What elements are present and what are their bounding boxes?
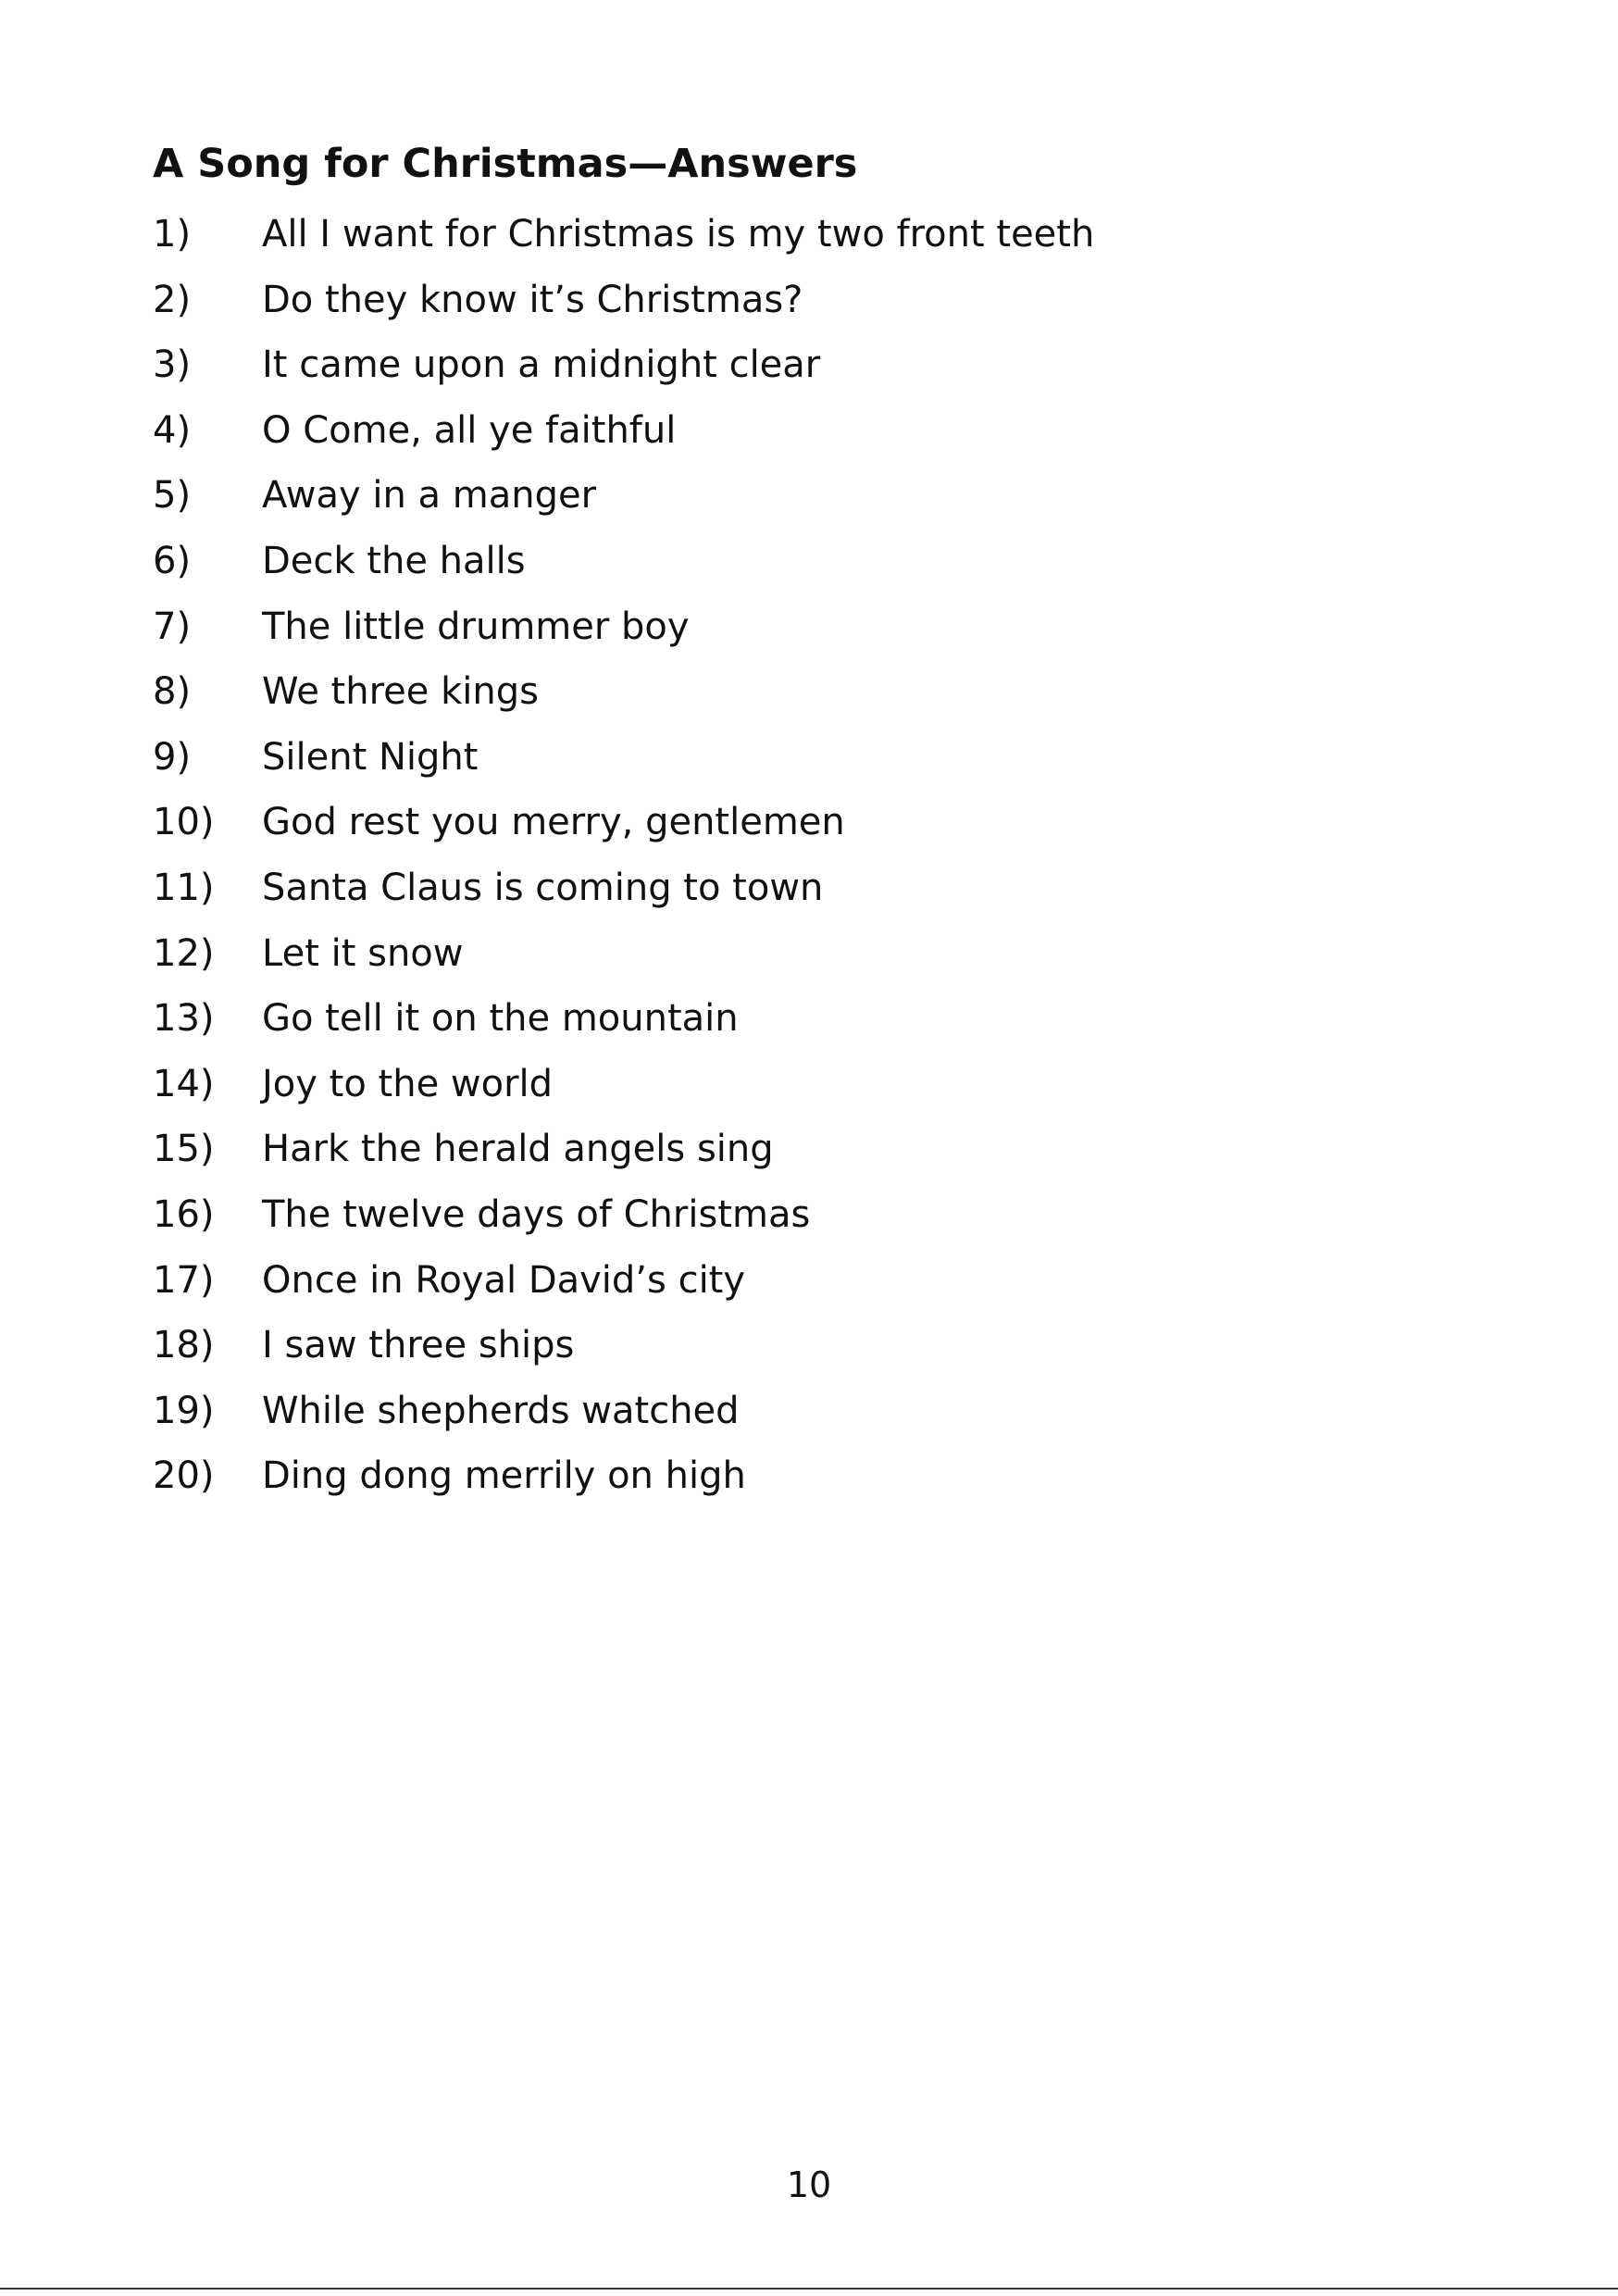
answer-text: Let it snow <box>262 931 464 975</box>
answer-text: Go tell it on the mountain <box>262 997 739 1041</box>
answer-number: 16) <box>153 1193 215 1236</box>
answer-text: The little drummer boy <box>262 605 690 648</box>
answer-number: 15) <box>153 1128 215 1171</box>
answer-text: The twelve days of Christmas <box>262 1193 811 1236</box>
answer-item <box>153 1252 1356 1309</box>
answer-number: 20) <box>153 1454 215 1498</box>
answer-item <box>153 532 1356 590</box>
answer-number: 17) <box>153 1258 215 1302</box>
answer-text: Once in Royal David’s city <box>262 1258 746 1302</box>
answer-number: 13) <box>153 997 215 1041</box>
answer-item <box>153 598 1356 655</box>
answer-text: I saw three ships <box>262 1324 575 1367</box>
answer-item <box>153 271 1356 329</box>
answer-number: 12) <box>153 931 215 975</box>
answer-number: 2) <box>153 278 192 321</box>
answer-text: Do they know it’s Christmas? <box>262 278 803 321</box>
page-title: A Song for Christmas—Answers <box>153 141 858 187</box>
answer-item <box>153 859 1356 917</box>
answer-text: God rest you merry, gentlemen <box>262 801 845 844</box>
answer-number: 8) <box>153 670 192 714</box>
answer-item <box>153 729 1356 786</box>
answer-number: 10) <box>153 801 215 844</box>
answer-number: 18) <box>153 1324 215 1367</box>
answer-number: 9) <box>153 735 192 779</box>
answer-text: Santa Claus is coming to town <box>262 867 824 909</box>
bottom-divider <box>0 2288 1618 2290</box>
answer-number: 7) <box>153 605 192 648</box>
answer-item <box>153 206 1356 263</box>
answer-text: We three kings <box>262 670 539 714</box>
answer-item <box>153 1447 1356 1504</box>
answer-item <box>153 1120 1356 1178</box>
answer-text: Joy to the world <box>262 1062 554 1105</box>
answer-number: 19) <box>153 1389 215 1432</box>
answer-item <box>153 1055 1356 1113</box>
answer-number: 1) <box>153 213 192 256</box>
answer-item <box>153 925 1356 982</box>
answer-text: Ding dong merrily on high <box>262 1454 746 1498</box>
answer-number: 5) <box>153 474 192 518</box>
answer-item <box>153 1382 1356 1440</box>
answer-number: 3) <box>153 343 192 387</box>
answer-number: 14) <box>153 1062 215 1105</box>
answer-text: Silent Night <box>262 735 479 779</box>
answer-item <box>153 402 1356 459</box>
page-number: 10 <box>786 2165 832 2205</box>
answer-text: It came upon a midnight clear <box>262 343 821 387</box>
answer-text: Away in a manger <box>262 474 597 518</box>
answer-text: Hark the herald angels sing <box>262 1128 774 1171</box>
answer-number: 4) <box>153 408 192 452</box>
answer-text: While shepherds watched <box>262 1389 740 1432</box>
answer-item <box>153 467 1356 524</box>
answer-text: Deck the halls <box>262 540 526 582</box>
answer-number: 6) <box>153 540 192 582</box>
answer-item <box>153 793 1356 851</box>
answer-item <box>153 663 1356 720</box>
answer-item <box>153 1316 1356 1374</box>
answer-text: All I want for Christmas is my two front teeth <box>262 213 1095 256</box>
answer-item <box>153 336 1356 393</box>
answer-item <box>153 1186 1356 1243</box>
answer-item <box>153 990 1356 1047</box>
answer-text: O Come, all ye faithful <box>262 408 677 452</box>
answer-number: 11) <box>153 867 215 909</box>
